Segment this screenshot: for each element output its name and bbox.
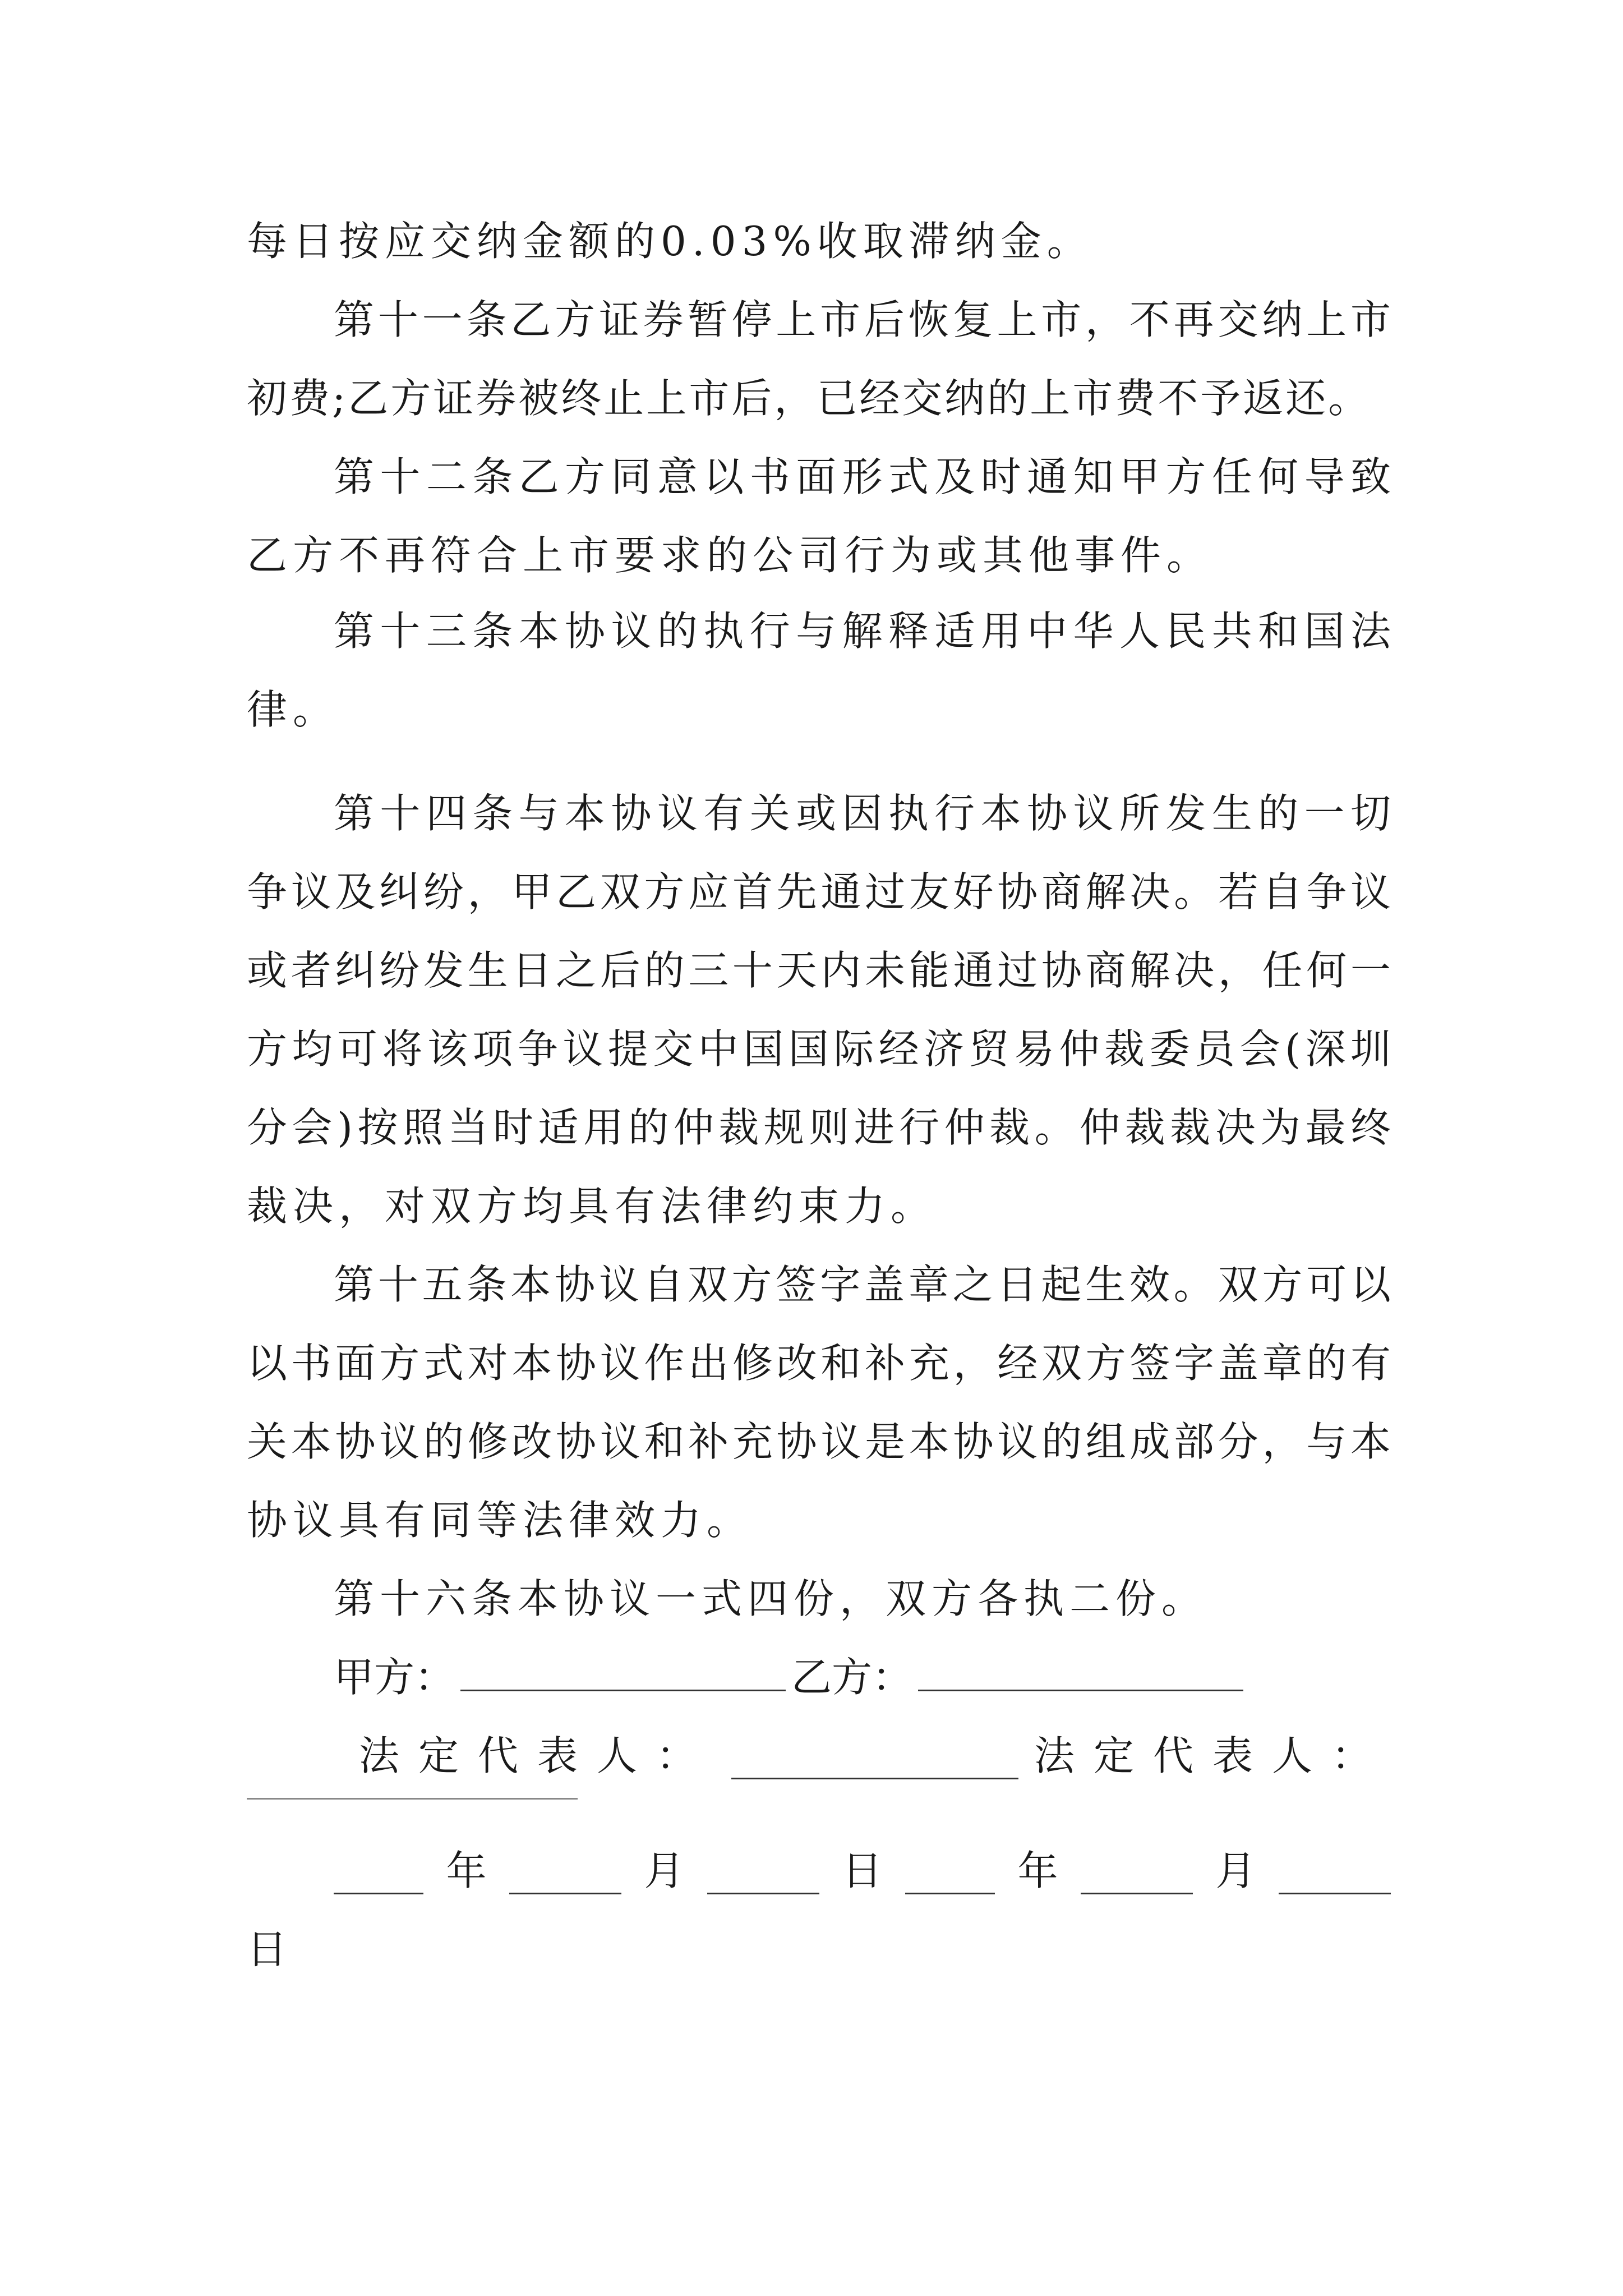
text-line: 协议具有同等法律效力。 [247, 1497, 753, 1544]
text-line: 分会)按照当时适用的仲裁规则进行仲裁。仲裁裁决为最终 [247, 1104, 1391, 1151]
day-label-a: 日 [842, 1847, 883, 1894]
party-signature-row [334, 1638, 1249, 1717]
text-line: 以书面方式对本协议作出修改和补充，经双方签字盖章的有 [247, 1340, 1391, 1387]
text-line: 或者纠纷发生日之后的三十天内未能通过协商解决，任何一 [247, 947, 1391, 994]
month-label-a: 月 [644, 1847, 685, 1894]
legal-rep-label-a: 法定代表人： [359, 1732, 716, 1779]
year-blank-a [334, 1848, 423, 1894]
text-line: 第十一条乙方证券暂停上市后恢复上市，不再交纳上市 [334, 296, 1391, 343]
year-label-a: 年 [446, 1847, 487, 1894]
party-b-label: 乙方： [791, 1654, 913, 1701]
text-line: 第十五条本协议自双方签字盖章之日起生效。双方可以 [334, 1261, 1391, 1308]
text-line: 裁决，对双方均具有法律约束力。 [247, 1182, 937, 1230]
party-a-label: 甲方： [334, 1654, 455, 1701]
text-line: 第十三条本协议的执行与解释适用中华人民共和国法 [334, 608, 1391, 655]
legal-rep-b-blank [247, 1798, 578, 1800]
year-blank-b [905, 1848, 995, 1894]
month-label-b: 月 [1215, 1847, 1256, 1894]
legal-rep-a-blank [731, 1733, 1018, 1779]
month-blank-a [509, 1848, 621, 1894]
day-blank-a [707, 1848, 819, 1894]
party-b-blank [918, 1645, 1243, 1691]
representative-row [359, 1717, 1391, 1795]
text-line: 关本协议的修改协议和补充协议是本协议的组成部分，与本 [247, 1418, 1391, 1465]
month-blank-b [1081, 1848, 1193, 1894]
text-line: 初费;乙方证券被终止上市后，已经交纳的上市费不予返还。 [247, 375, 1371, 422]
text-line: 方均可将该项争议提交中国国际经济贸易仲裁委员会(深圳 [247, 1025, 1391, 1073]
year-label-b: 年 [1017, 1847, 1058, 1894]
day-blank-b [1279, 1848, 1391, 1894]
party-a-blank [460, 1645, 786, 1691]
text-line: 每日按应交纳金额的0.03%收取滞纳金。 [247, 218, 1093, 265]
text-line: 第十四条与本协议有关或因执行本协议所发生的一切 [334, 790, 1391, 837]
text-line: 第十二条乙方同意以书面形式及时通知甲方任何导致 [334, 453, 1391, 500]
text-line: 第十六条本协议一式四份，双方各执二份。 [334, 1575, 1208, 1622]
text-line: 争议及纠纷，甲乙双方应首先通过友好协商解决。若自争议 [247, 868, 1391, 915]
legal-rep-label-b: 法定代表人： [1034, 1732, 1391, 1779]
text-line: 律。 [247, 686, 339, 733]
date-row [334, 1832, 1391, 1910]
day-label-b: 日 [247, 1926, 288, 1973]
text-line: 乙方不再符合上市要求的公司行为或其他事件。 [247, 532, 1213, 579]
